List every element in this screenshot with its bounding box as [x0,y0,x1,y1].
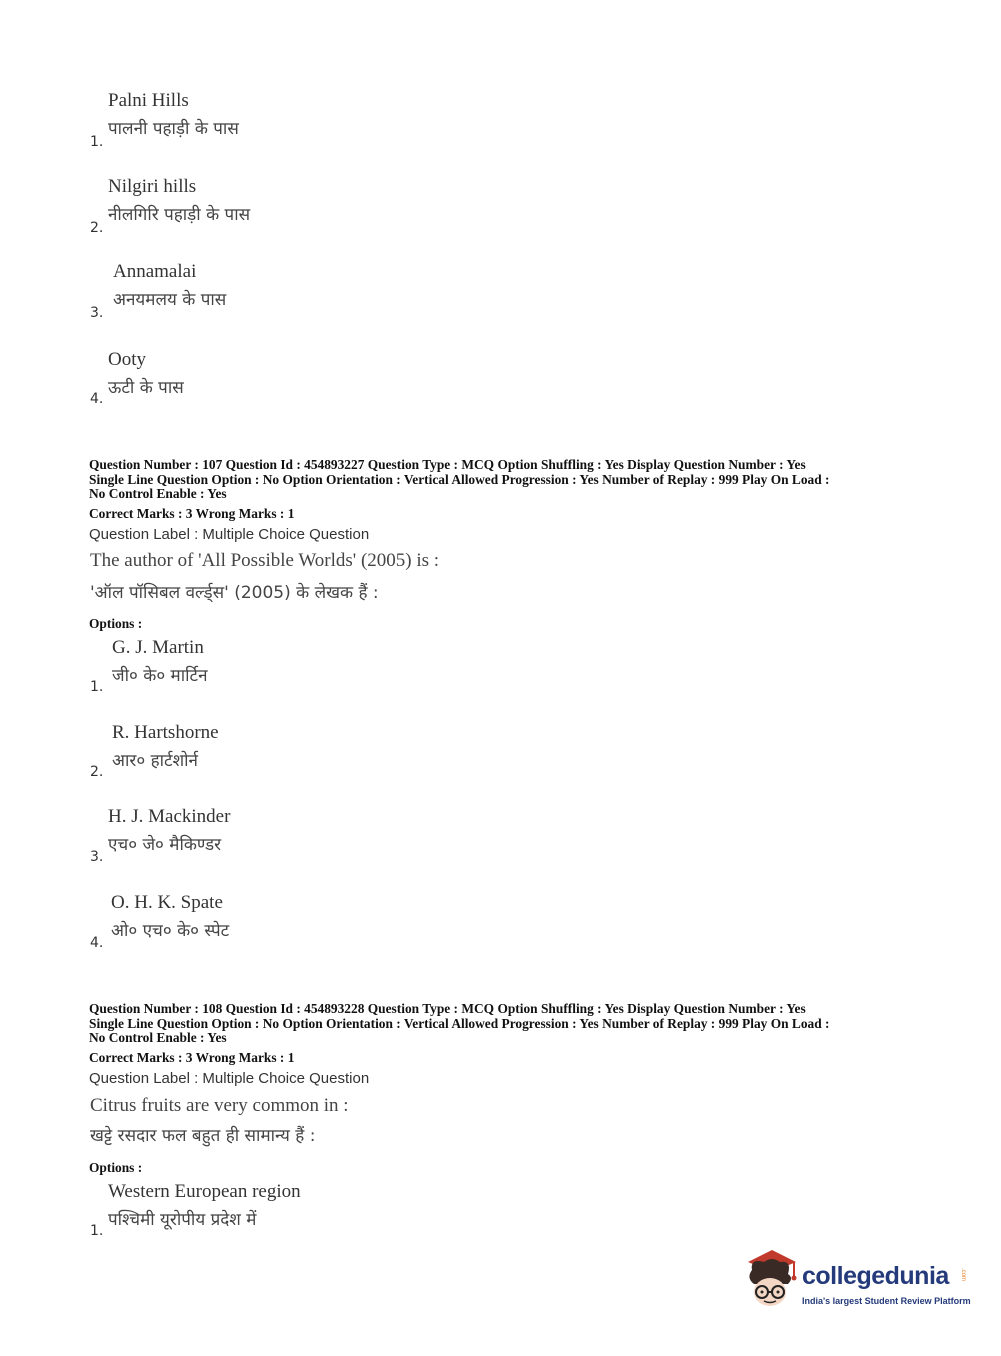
q107-option-2-num: 2. [90,764,104,780]
q107-option-1-num: 1. [90,679,104,695]
prev-option-1-en: Palni Hills [108,90,189,111]
q107-option-4-num: 4. [90,935,104,951]
q108-meta-line2: Single Line Question Option : No Option Orientation : Vertical Allowed Progression : Yes Number of Replay : 999 Play On Load : [89,1015,830,1031]
q108-meta [89,1002,919,1046]
q107-meta [89,458,919,502]
prev-option-3-en: Annamalai [113,261,197,282]
logo-tagline: India's largest Student Review Platform [802,1296,971,1306]
q107-options-label: Options : [89,616,143,631]
prev-option-2-num: 2. [90,220,104,236]
q107-option-2-en: R. Hartshorne [112,722,219,743]
q107-option-4-hi: ओ० एच० के० स्पेट [111,921,230,941]
q107-option-2-hi: आर० हार्टशोर्न [112,751,198,771]
q107-option-1-en: G. J. Martin [112,637,204,658]
q107-marks: Correct Marks : 3 Wrong Marks : 1 [89,506,295,521]
prev-option-3-hi: अनयमलय के पास [113,290,227,310]
mascot-icon [742,1248,800,1310]
q107-option-3-num: 3. [90,849,104,865]
prev-option-1-num: 1. [90,134,104,150]
q108-meta-line1: Question Number : 108 Question Id : 454893228 Question Type : MCQ Option Shuffling : Yes Display Question Number : Yes [89,1001,806,1016]
prev-option-2-hi: नीलगिरि पहाड़ी के पास [108,205,251,225]
q107-question-en: The author of 'All Possible Worlds' (2005) is : [90,550,440,571]
q108-marks: Correct Marks : 3 Wrong Marks : 1 [89,1050,295,1065]
prev-option-1-hi: पालनी पहाड़ी के पास [108,119,239,139]
prev-option-2-en: Nilgiri hills [108,176,197,197]
q107-option-1-hi: जी० के० मार्टिन [112,666,208,686]
q108-option-1-en: Western European region [108,1181,301,1202]
q108-question-en: Citrus fruits are very common in : [90,1095,349,1116]
collegedunia-logo [742,1248,972,1310]
logo-com: .com [960,1268,966,1282]
q108-meta-line3: No Control Enable : Yes [89,1030,227,1045]
q107-option-4-en: O. H. K. Spate [111,892,223,913]
prev-option-4-hi: ऊटी के पास [108,378,184,398]
q108-label: Question Label : Multiple Choice Question [89,1070,370,1087]
q107-meta-line2: Single Line Question Option : No Option Orientation : Vertical Allowed Progression : Yes Number of Replay : 999 Play On Load : [89,471,830,487]
q107-meta-line3: No Control Enable : Yes [89,486,227,501]
prev-option-4-en: Ooty [108,349,146,370]
q108-question-hi: खट्टे रसदार फल बहुत ही सामान्य हैं : [90,1126,316,1146]
q107-label: Question Label : Multiple Choice Question [89,526,370,543]
logo-wordmark: collegedunia [802,1262,949,1290]
q107-meta-line1: Question Number : 107 Question Id : 454893227 Question Type : MCQ Option Shuffling : Yes Display Question Number : Yes [89,457,806,472]
prev-option-4-num: 4. [90,391,104,407]
q107-question-hi: 'ऑल पॉसिबल वर्ल्ड्स' (2005) के लेखक हैं : [90,583,379,603]
q107-option-3-hi: एच० जे० मैकिण्डर [108,835,222,855]
q108-option-1-num: 1. [90,1223,104,1239]
q107-option-3-en: H. J. Mackinder [108,806,231,827]
q108-option-1-hi: पश्चिमी यूरोपीय प्रदेश में [108,1210,257,1230]
prev-option-3-num: 3. [90,305,104,321]
q108-options-label: Options : [89,1160,143,1175]
